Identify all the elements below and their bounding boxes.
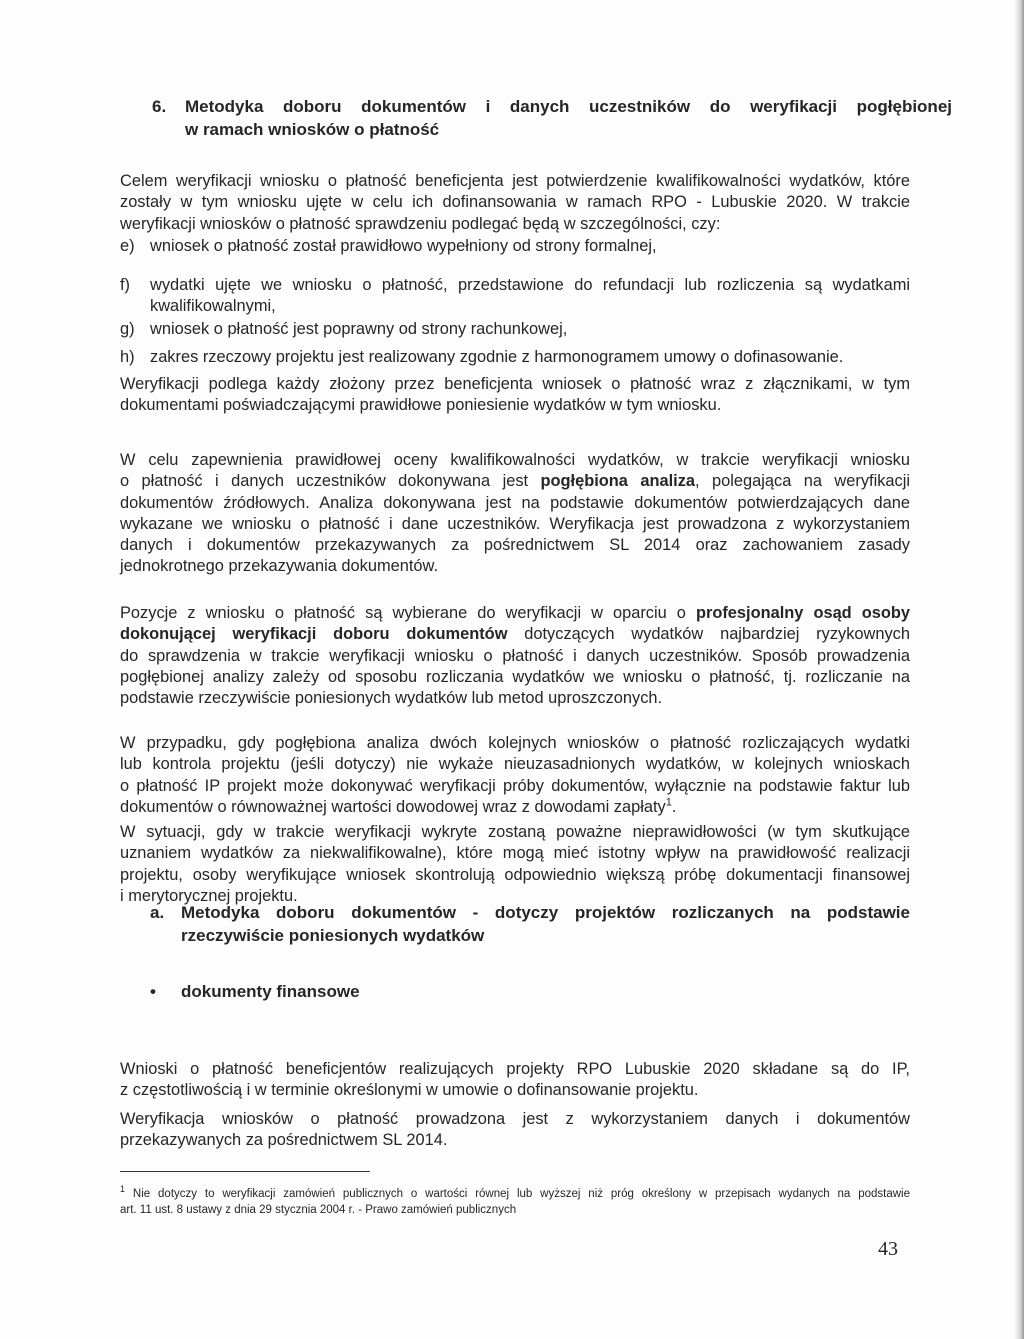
final-paragraph: [120, 1109, 910, 1152]
footnote-line: $^1$ Nie dotyczy to weryfikacji zamówień publicznych o wartości równej lub wyższej niż próg określony w przepisach wydanych na podstawie: [120, 1184, 910, 1200]
bullet-icon: •: [150, 982, 156, 1001]
subsection-title-line1: Metodyka doboru dokumentów - dotyczy projektów rozliczanych na podstawie: [181, 903, 910, 922]
situation-paragraph: [120, 822, 910, 907]
analysis-line: wykazane we wniosku o płatność i dane uczestników. Weryfikacja jest prowadzona z wykorzystaniem: [120, 514, 910, 533]
positions-line: pogłębionej analizy zależy od sposobu rozliczania wydatków we wniosku o płatność, tj. rozliczanie na: [120, 667, 910, 686]
analysis-line: jednokrotnego przekazywania dokumentów.: [120, 557, 438, 576]
subsection-title-line2: rzeczywiście poniesionych wydatków: [181, 926, 485, 945]
checklist-text: zakres rzeczowy projektu jest realizowany zgodnie z harmonogramem umowy o dofinasowanie.: [150, 348, 844, 366]
analysis-line: danych i dokumentów przekazywanych za pośrednictwem SL 2014 oraz zachowaniem zasady: [120, 536, 910, 555]
final-line: przekazywanych za pośrednictwem SL 2014.: [120, 1131, 448, 1150]
verification-paragraph: [120, 374, 910, 417]
checklist-label: e): [120, 237, 135, 255]
checklist-text: wydatki ujęte we wniosku o płatność, przedstawione do refundacji lub rozliczenia są wydatkami: [150, 276, 910, 294]
final-line: Weryfikacja wniosków o płatność prowadzona jest z wykorzystaniem danych i dokumentów: [120, 1110, 910, 1128]
checklist-item-h: [120, 347, 910, 369]
section-title-line1: Metodyka doboru dokumentów i danych uczestników do weryfikacji pogłębionej: [185, 97, 952, 116]
footnote-separator: [120, 1171, 370, 1172]
case-line: o płatność IP projekt może dokonywać weryfikacji próby dokumentów, wyłącznie na podstawie faktur lub: [120, 776, 910, 795]
case-paragraph: [120, 733, 910, 818]
intro-line: zostały w tym wniosku ujęte w celu ich dofinansowania w ramach RPO - Lubuskie 2020. W trakcie: [120, 193, 910, 212]
checklist-item-e: [120, 236, 910, 258]
applications-paragraph: [120, 1059, 910, 1102]
checklist-label: g): [120, 320, 135, 338]
section-title-line2: w ramach wniosków o płatność: [185, 120, 440, 139]
section-number: 6.: [152, 97, 167, 116]
case-line: W przypadku, gdy pogłębiona analiza dwóch kolejnych wniosków o płatność rozliczających wydatki: [120, 734, 910, 752]
section-heading: [152, 95, 952, 141]
analysis-line: W celu zapewnienia prawidłowej oceny kwalifikowalności wydatków, w trakcie weryfikacji wniosku: [120, 451, 910, 469]
positions-line: podstawie rzeczywiście poniesionych wydatków lub metod uproszczonych.: [120, 689, 663, 708]
bold-phrase: dokonującej weryfikacji doboru dokumentów: [120, 625, 508, 644]
situation-line: W sytuacji, gdy w trakcie weryfikacji wykryte zostaną poważne nieprawidłowości (w tym skutkujące: [120, 823, 910, 841]
analysis-line: dokumentów źródłowych. Analiza dokonywana jest na podstawie dokumentów potwierdzających dane: [120, 493, 910, 512]
case-line: dokumentów o równoważnej wartości dowodowej wraz z dowodami zapłaty$^1$.: [120, 796, 677, 816]
intro-line: weryfikacji wniosków o płatność sprawdzeniu podlegać będą w szczególności, czy:: [120, 214, 721, 233]
analysis-paragraph: [120, 450, 910, 578]
subsection-heading: [150, 901, 910, 947]
bold-phrase: profesjonalny osąd osoby: [695, 604, 910, 622]
intro-line: Celem weryfikacji wniosku o płatność beneficjenta jest potwierdzenie kwalifikowalności wydatków, które: [120, 172, 910, 190]
bold-phrase: pogłębiona analiza: [540, 472, 696, 491]
footnote-reference[interactable]: 1: [665, 796, 672, 809]
verification-line: Weryfikacji podlega każdy złożony przez beneficjenta wniosek o płatność wraz z złącznikami, w tym: [120, 375, 910, 393]
applications-line: Wnioski o płatność beneficjentów realizujących projekty RPO Lubuskie 2020 składane są do IP,: [120, 1060, 910, 1078]
applications-line: z częstotliwością i w terminie określonymi w umowie o dofinansowanie projektu.: [120, 1081, 699, 1100]
checklist-text: wniosek o płatność jest poprawny od strony rachunkowej,: [150, 320, 568, 338]
bullet-item: [150, 980, 750, 1003]
bullet-text: dokumenty finansowe: [181, 982, 360, 1001]
scan-edge-shadow: [1014, 0, 1024, 1339]
analysis-line: o płatność i danych uczestników dokonywana jest pogłębiona analiza, polegająca na weryfikacji: [120, 472, 910, 491]
situation-line: i merytorycznej projektu.: [120, 886, 298, 905]
situation-line: uznaniem wydatków za niekwalifikowalne), które mogą mieć istotny wpływ na prawidłowość realizacji: [120, 844, 910, 863]
checklist-text: wniosek o płatność został prawidłowo wypełniony od strony formalnej,: [150, 237, 657, 255]
checklist-item-g: [120, 319, 910, 341]
checklist-label: f): [120, 276, 131, 294]
positions-line: dokonującej weryfikacji doboru dokumentów dotyczących wydatków najbardziej ryzykownych: [120, 625, 910, 644]
verification-line: dokumentami poświadczającymi prawidłowe poniesienie wydatków w tym wniosku.: [120, 396, 722, 415]
subsection-label: a.: [150, 903, 165, 922]
situation-line: projektu, osoby weryfikujące wniosek skontrolują odpowiednio większą próbę dokumentacji finansowej: [120, 865, 910, 884]
page-number: 43: [878, 1238, 898, 1260]
checklist-text: kwalifikowalnymi,: [150, 297, 276, 316]
positions-line: Pozycje z wniosku o płatność są wybierane do weryfikacji w oparciu o profesjonalny osąd osoby: [120, 604, 910, 622]
footnote-line: art. 11 ust. 8 ustawy z dnia 29 stycznia 2004 r. - Prawo zamówień publicznych: [120, 1204, 517, 1216]
positions-paragraph: [120, 603, 910, 709]
footnote-marker: 1: [120, 1184, 126, 1195]
positions-line: do sprawdzenia w trakcie weryfikacji wniosku o płatność i danych uczestników. Sposób prowadzenia: [120, 646, 910, 665]
case-line: lub kontrola projektu (jeśli dotyczy) nie wykaże nieuzasadnionych wydatków, w kolejnych wnioskach: [120, 755, 910, 774]
footnote: [120, 1186, 910, 1218]
checklist-item-f: [120, 275, 910, 319]
checklist-label: h): [120, 348, 135, 366]
intro-paragraph: [120, 171, 910, 235]
